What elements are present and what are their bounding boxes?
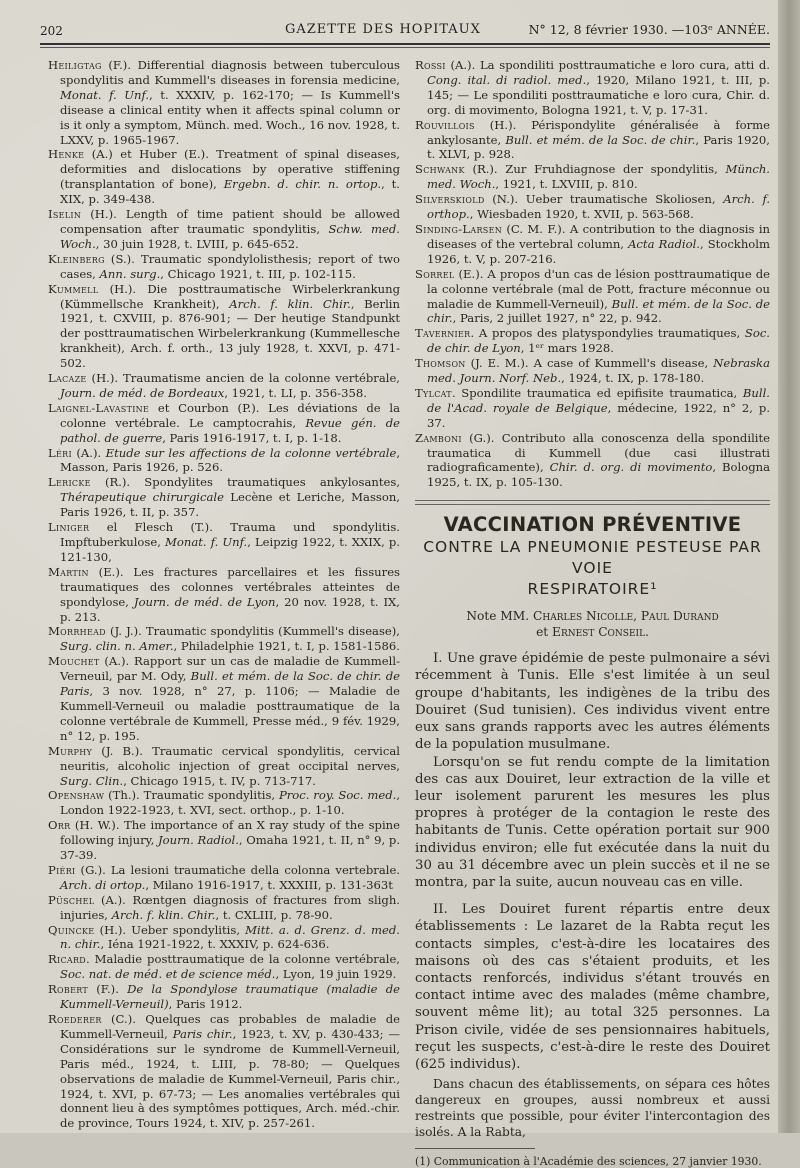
reference-entry — [415, 58, 770, 118]
reference-text: et Courbon (P.). Les déviations de la colonne vertébrale. Le camptocrahis, — [60, 400, 400, 430]
article-subtitle-line-1: CONTRE LA PNEUMONIE PESTEUSE PAR VOIE — [423, 538, 762, 578]
reference-author: Zamboni — [415, 430, 462, 445]
reference-text: (H. W.). The importance of an X ray study of the spine following injury, — [60, 818, 400, 848]
reference-author: Léri — [48, 445, 72, 460]
reference-source: De la Spondylose traumatique (maladie de Kummell-Verneuil) — [60, 982, 400, 1012]
reference-text: . Maladie posttraumatique de la colonne vertébrale, — [86, 952, 400, 967]
reference-details: , 1921, t. LI, p. 356-358. — [224, 385, 367, 400]
reference-details: , 20 nov. 1928, t. IX, p. 213. — [60, 594, 400, 624]
article-body — [415, 650, 770, 1140]
reference-text: (E.). Les fractures parcellaires et les fissures traumatiques des colonnes vertébrales atteintes de spondylose, — [60, 564, 400, 609]
reference-text: (J. J.). Traumatic spondylitis (Kummell's disease), — [105, 624, 400, 639]
reference-author: Lacaze — [48, 371, 87, 386]
reference-source: Nebraska med. Journ. Norf. Neb. — [427, 356, 770, 386]
reference-text: (H.). Traumatisme ancien de la colonne vertébrale, — [86, 371, 400, 386]
journal-title: GAZETTE DES HOPITAUX — [285, 22, 481, 37]
right-column-references — [415, 58, 770, 490]
reference-details: , t. XIX, p. 349-438. — [60, 177, 400, 207]
reference-details: , Wiesbaden 1920, t. XVII, p. 563-568. — [469, 207, 694, 222]
footnote: (1) Communication à l'Académie des sciences, 27 janvier 1930. — [415, 1155, 762, 1168]
reference-author: Quincke — [48, 922, 95, 937]
reference-entry — [415, 118, 770, 163]
reference-author: Robert — [48, 982, 89, 997]
reference-text: . A propos des platyspondylies traumatiques, — [470, 326, 745, 341]
reference-details: , 1924, t. IX, p. 178-180. — [561, 371, 705, 386]
author-name: Ernest Conseil — [552, 625, 646, 640]
reference-entry — [415, 431, 770, 491]
reference-text: (N.). Ueber traumatische Skoliosen, — [484, 192, 724, 207]
reference-text: (J. E. M.). A case of Kummell's disease, — [465, 356, 714, 371]
reference-entry — [48, 788, 400, 818]
reference-author: Openshaw — [48, 788, 105, 803]
reference-entry — [48, 952, 400, 982]
reference-text: (E.). A propos d'un cas de lésion posttraumatique de la colonne vertébrale (mal de Pott, fracture méconnue ou maladie de Kummell-Verneuil), — [427, 266, 770, 311]
reference-author: Rouvillois — [415, 117, 475, 132]
reference-entry — [48, 446, 400, 476]
reference-source: Ergebn. d. chir. n. ortop. — [223, 177, 382, 192]
article-paragraph: Dans chacun des établissements, on sépara ces hôtes dangereux en groupes, aussi nombreux et aussi restreints que possible, pour éviter l'intercontagion des isolés. A la Rabta, — [415, 1077, 770, 1139]
reference-entry — [48, 982, 400, 1012]
page-edge-shadow — [778, 0, 800, 1133]
reference-source: Monat. f. Unf. — [165, 535, 248, 549]
reference-author: Heiligtag — [48, 58, 102, 72]
reference-author: Morrhead — [48, 624, 106, 639]
reference-text: (H.). Ueber spondylitis, — [94, 922, 246, 937]
reference-author: Murphy — [48, 743, 93, 758]
reference-text: (H.). Périspondylite généralisée à forme ankylosante, — [427, 117, 770, 147]
reference-details: , Leipzig 1922, t. XXIX, p. 121-130, — [60, 535, 400, 564]
reference-details: , Berlin 1921, t. CXVIII, p. 876-901; — Der heutige Standpunkt der posttraumatischen Wirbelerkrankung (Kummellesche krankheit), Arch. f. orth., 13 july 1928, t. XXVI, p. 471-502. — [60, 296, 400, 371]
reference-author: Orr — [48, 818, 71, 833]
reference-source: Etude sur les affections de la colonne vertébrale — [105, 445, 397, 460]
reference-details: , Lyon, 19 juin 1929. — [275, 967, 397, 982]
article-subtitle-line-2: RESPIRATOIRE¹ — [527, 580, 658, 599]
reference-source: Monat. f. Unf. — [60, 87, 150, 102]
reference-entry — [48, 863, 400, 893]
authors-prefix: Note MM. — [466, 609, 534, 624]
reference-entry — [48, 207, 400, 252]
reference-details: , Philadelphie 1921, t. I, p. 1581-1586. — [173, 639, 400, 654]
header-rule-thin — [40, 47, 770, 48]
reference-source: Acta Radiol. — [628, 236, 700, 251]
issue-info: N° 12, 8 février 1930. —103ᵉ ANNÉE. — [528, 22, 770, 37]
reference-details: , 30 juin 1928, t. LVIII, p. 645-652. — [95, 236, 299, 251]
reference-source: Journ. de méd. de Lyon — [133, 594, 276, 609]
reference-author: Piéri — [48, 862, 76, 877]
reference-text: (G.). La lesioni traumatiche della colonna vertebrale. — [75, 862, 400, 877]
reference-entry — [48, 923, 400, 953]
reference-text: (F.). Differential diagnosis between tuberculous spondylitis and Kummell's diseases in forensia medicine, — [60, 58, 400, 87]
reference-source: Arch. di ortop. — [60, 877, 146, 892]
authors-separator: , — [633, 609, 641, 624]
reference-source: Proc. roy. Soc. med. — [278, 788, 397, 803]
reference-details: , Paris 1912. — [168, 997, 243, 1012]
footnote-rule — [415, 1148, 535, 1149]
reference-details: , 1ᵉʳ mars 1928. — [520, 341, 614, 356]
reference-details: , Paris, 2 juillet 1927, n° 22, p. 942. — [452, 311, 662, 326]
reference-entry — [48, 893, 400, 923]
reference-entry — [415, 192, 770, 222]
article-title: VACCINATION PRÉVENTIVE — [443, 513, 742, 537]
reference-source: Journ. de méd. de Bordeaux — [60, 385, 225, 400]
reference-author: Sorrel — [415, 266, 455, 281]
section-separator — [415, 500, 770, 505]
right-column — [415, 58, 770, 1168]
reference-text: (A.). Rapport sur un cas de maladie de Kummell-Verneuil, par M. Ody, — [60, 654, 400, 684]
reference-text: . Spondilite traumatica ed epifisite traumatica, — [451, 385, 743, 400]
reference-source: Journ. Radiol. — [158, 833, 239, 848]
reference-source: Surg. clin. n. Amer. — [60, 639, 174, 654]
article-paragraph: Lorsqu'on se fut rendu compte de la limitation des cas aux Douiret, leur extraction de la ville et leur isolement parurent les mesures les plus propres à protéger de la contagion le reste des habitants de Tunis. Cette opération portait sur 900 individus environ; elle fut exécutée dans la nuit du 30 au 31 décembre avec un plein succès et il ne se montra, par la suite, aucun nouveau cas en ville. — [415, 754, 770, 890]
page-number: 202 — [40, 24, 63, 38]
reference-entry — [48, 401, 400, 446]
reference-entry — [48, 58, 400, 147]
reference-source: Revue gén. de pathol. de guerre — [60, 415, 401, 445]
reference-source: Paris chir. — [172, 1026, 233, 1041]
reference-entry — [415, 267, 770, 327]
reference-entry — [48, 818, 400, 863]
reference-author: Tylcat — [415, 385, 452, 400]
reference-author: Tavernier — [415, 326, 471, 341]
reference-entry — [48, 252, 400, 282]
reference-text: (Th.). Traumatic spondylitis, — [104, 788, 279, 803]
reference-author: Liniger — [48, 520, 90, 535]
page-header — [40, 20, 770, 44]
reference-source: Mitt. a. d. Grenz. d. med. n. chir. — [60, 922, 400, 952]
reference-entry — [48, 147, 400, 207]
reference-author: Rossi — [415, 58, 446, 72]
reference-source: Soc. de chir. de Lyon — [427, 326, 770, 356]
reference-details: , 3 nov. 1928, n° 27, p. 1106; — Maladie de Kummell-Verneuil ou maladie posttraumatique de la colonne vertébrale de Kummell, Presse méd., 9 fév. 1929, n° 12, p. 195. — [60, 684, 400, 743]
reference-details: , médecine, 1922, n° 2, p. 37. — [427, 400, 771, 430]
reference-text: (H.). Die posttraumatische Wirbelerkrankung (Kümmellsche Krankheit), — [60, 281, 400, 311]
reference-entry — [48, 654, 400, 743]
header-rule — [40, 43, 770, 45]
article-paragraph: II. Les Douiret furent répartis entre deux établissements : Le lazaret de la Rabta reçut les contacts simples, c'est-à-dire les locataires des maisons où des cas s'étaient produits, et les contacts renforcés, individus s'étant trouvés en contact intime avec des malades (même chambre, souvent même lit); au total 325 personnes. La Prison civile, vidée de ses pensionnaires habituels, reçut les suspects, c'est-à-dire le reste des Douiret (625 individus). — [415, 902, 770, 1072]
reference-entry — [415, 162, 770, 192]
reference-source: Schw. med. Woch. — [60, 221, 400, 251]
reference-author: Lericke — [48, 475, 91, 490]
reference-text: (J. B.). Traumatic cervical spondylitis, cervical neuritis, alcoholic injection of great occipital nerves, — [60, 743, 400, 773]
reference-author: Martin — [48, 564, 89, 579]
reference-author: Ricard — [48, 952, 87, 967]
reference-details: , Iéna 1921-1922, t. XXXIV, p. 624-636. — [100, 937, 330, 952]
reference-source: Thérapeutique chirurgicale — [60, 490, 224, 505]
reference-entry — [48, 475, 400, 520]
reference-entry — [48, 1012, 400, 1131]
reference-text: (R.). Spondylites traumatiques ankylosantes, — [90, 475, 400, 490]
author-name: Paul Durand — [640, 609, 719, 624]
reference-text: (H.). Length of time patient should be allowed compensation after traumatic spondylitis, — [60, 207, 400, 236]
reference-author: Kleinberg — [48, 251, 105, 266]
left-column-references — [48, 58, 400, 1131]
reference-details: , Chicago 1915, t. IV, p. 713-717. — [123, 773, 316, 788]
reference-author: Schwank — [415, 162, 465, 177]
reference-author: Henke — [48, 147, 85, 162]
reference-author: Kummell — [48, 281, 99, 296]
reference-entry — [48, 565, 400, 625]
reference-text: (A.). Rœntgen diagnosis of fractures from sligh. injuries, — [60, 892, 400, 922]
reference-author: Sinding-Larsen — [415, 221, 503, 236]
reference-details: , t. XXXIV, p. 162-170; — Is Kummell's disease a clinical entity when it affects spinal column or is it only a symptom, Münch. med. Woch., 16 nov. 1928, t. LXXV, p. 1965-1967. — [60, 87, 400, 147]
reference-text: el Flesch (T.). Trauma und spondylitis. Impftuberkulose, — [60, 520, 400, 549]
reference-details: , Stockholm 1926, t. V, p. 207-216. — [427, 236, 770, 266]
reference-entry — [48, 371, 400, 401]
reference-source: Soc. nat. de méd. et de science méd. — [60, 967, 276, 982]
reference-source: Bull. de l'Acad. royale de Belgique — [427, 385, 770, 415]
reference-author: Mouchet — [48, 654, 100, 669]
reference-source: Bull. et mém. de la Soc. de chir. — [505, 132, 696, 147]
reference-source: Bull. et mém. de la Soc. de chir. — [427, 296, 770, 326]
reference-details: , 1921, t. LXVIII, p. 810. — [495, 177, 638, 192]
reference-text: (C. M. F.). A contribution to the diagnosis in diseases of the vertebral column, — [427, 221, 770, 251]
reference-details: , Paris 1920, t. XLVI, p. 928. — [427, 132, 770, 162]
reference-text: (A.). — [71, 445, 106, 460]
author-name: Charles Nicolle — [533, 609, 634, 624]
reference-source: Arch. f. orthop. — [427, 192, 771, 222]
reference-text: (G.). Contributo alla conoscenza della spondilite traumatica di Kummell (due casi illustrati radiograficamente), — [427, 430, 770, 475]
reference-entry — [415, 386, 770, 431]
reference-details: , 1923, t. XV, p. 430-433; — Considérations sur le syndrome de Kummell-Verneuil, Paris méd., 1924, t. LIII, p. 78-80; — Quelques observations de maladie de Kummel-Verneuil, Paris chir., 1924, t. XVI, p. 67-73; — Les anomalies vertébrales qui donnent lieu à des symptômes pottiques, Arch. méd.-chir. de province, Tours 1924, t. XIV, p. 257-261. — [60, 1026, 400, 1131]
reference-source: Bull. et mém. de la Soc. de chir. de Paris — [60, 669, 400, 699]
reference-source: Arch. f. klin. Chir. — [229, 296, 351, 311]
reference-details: , Milano 1916-1917, t. XXXIII, p. 131-363t — [145, 877, 393, 892]
reference-author: Roederer — [48, 1012, 102, 1026]
reference-details: , London 1922-1923, t. XVI, sect. orthop., p. 1-10. — [60, 788, 400, 818]
article-authors — [415, 608, 770, 640]
reference-text: (A.) et Huber (E.). Treatment of spinal diseases, deformities and dislocations by operative stiffening (transplantation of bone), — [60, 147, 400, 192]
reference-details: Lecène et Leriche, Masson, Paris 1926, t. II, p. 357. — [60, 490, 400, 520]
reference-entry — [415, 222, 770, 267]
reference-details: , Chicago 1921, t. III, p. 102-115. — [160, 266, 356, 281]
reference-author: Laignel-Lavastine — [48, 400, 150, 415]
reference-text: (C.). Quelques cas probables de maladie de Kummell-Verneuil, — [60, 1012, 400, 1041]
reference-details: , t. CXLIII, p. 78-90. — [215, 907, 333, 922]
reference-details: , Masson, Paris 1926, p. 526. — [60, 445, 400, 475]
reference-details: , Bologna 1925, t. IX, p. 105-130. — [427, 460, 770, 490]
reference-entry — [48, 624, 400, 654]
reference-author: Silverskiold — [415, 192, 485, 207]
reference-author: Iselin — [48, 207, 82, 222]
reference-author: Thomson — [415, 356, 466, 371]
reference-entry — [48, 282, 400, 371]
reference-source: Surg. Clin. — [60, 773, 124, 788]
reference-source: Chir. d. org. di movimento — [549, 460, 713, 475]
authors-suffix: . — [645, 625, 649, 640]
reference-entry — [48, 520, 400, 565]
reference-details: , Paris 1916-1917, t. I, p. 1-18. — [162, 430, 342, 445]
reference-source: Cong. ital. di radiol. med. — [427, 72, 587, 87]
reference-author: Püschel — [48, 892, 95, 907]
reference-details: , 1920, Milano 1921, t. III, p. 145; — Le spondiliti posttraumatiche e loro cura, Chir. d. org. di movimento, Bologna 1921, t. V, p. 17-31. — [427, 72, 770, 117]
reference-source: Münch. med. Woch. — [427, 162, 770, 192]
reference-entry — [415, 356, 770, 386]
article-paragraph: I. Une grave épidémie de peste pulmonaire a sévi récemment à Tunis. Elle s'est limitée à un seul groupe d'habitants, les indigènes de la tribu des Douiret (Sud tunisien). Ces individus vivent entre eux sans grands rapports avec les autres éléments de la population musulmane. — [415, 651, 770, 753]
reference-text: (R.). Zur Fruhdiagnose der spondylitis, — [464, 162, 726, 177]
reference-source: Arch. f. klin. Chir. — [111, 907, 216, 922]
reference-entry — [48, 744, 400, 789]
reference-text: (F.). — [88, 982, 128, 997]
reference-text: (A.). La spondiliti posttraumatiche e loro cura, atti d. — [445, 58, 770, 72]
reference-source: Ann. surg. — [99, 266, 161, 281]
reference-details: , Omaha 1921, t. II, n° 9, p. 37-39. — [60, 833, 401, 863]
authors-conjunction: et — [536, 625, 553, 640]
reference-text: (S.). Traumatic spondylolisthesis; report of two cases, — [60, 251, 400, 281]
reference-entry — [415, 326, 770, 356]
